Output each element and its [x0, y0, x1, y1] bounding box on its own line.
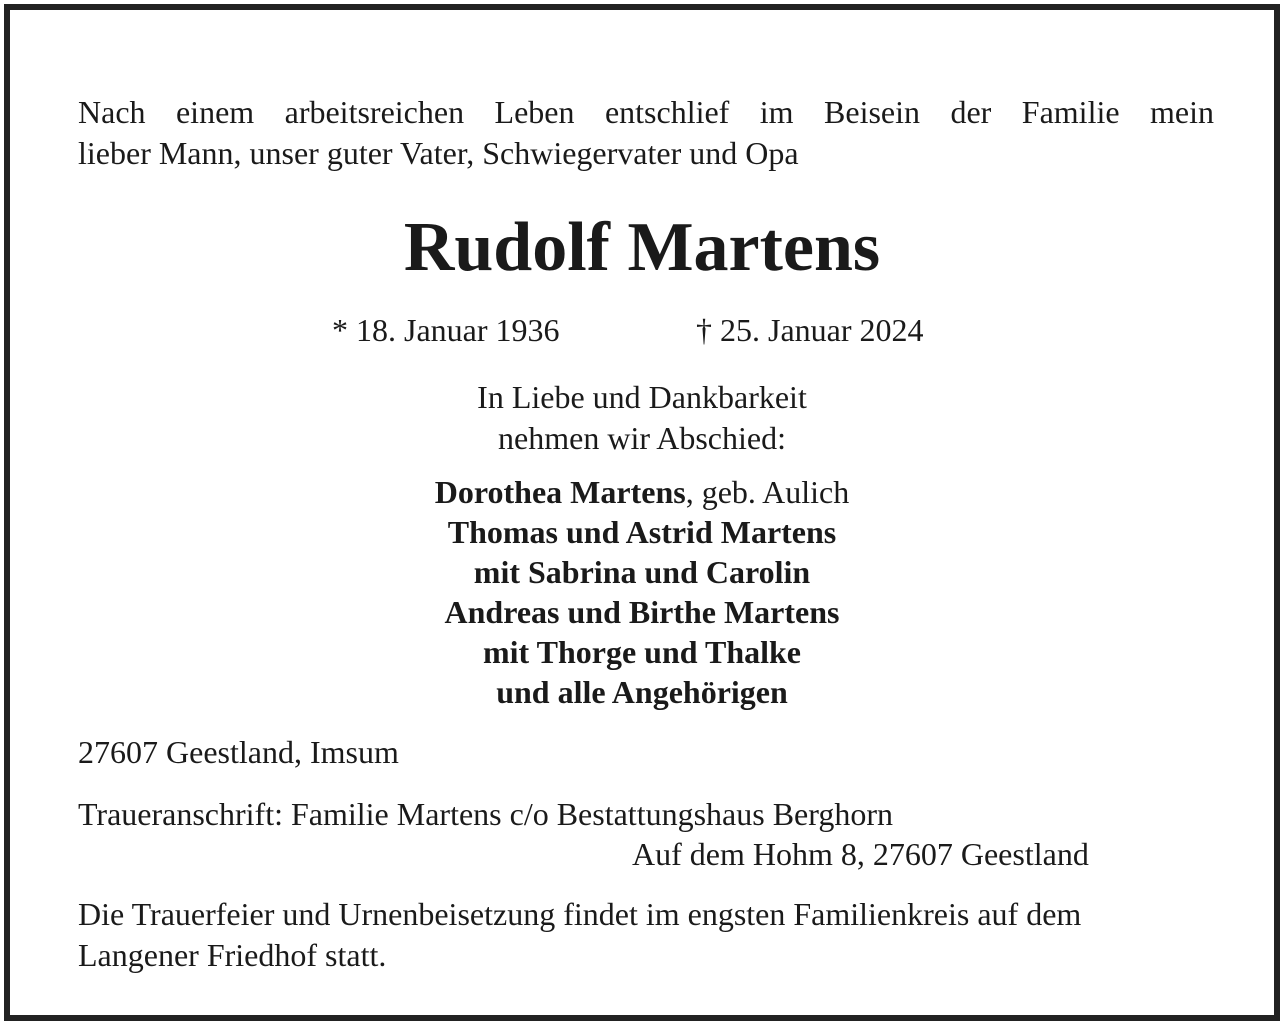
address-line-2: Auf dem Hohm 8, 27607 Geestland — [632, 836, 1089, 872]
mourner-line-2: Thomas und Astrid Martens — [447, 514, 837, 550]
intro-line-2: lieber Mann, unser guter Vater, Schwiegervater und Opa — [78, 135, 799, 171]
intro-paragraph — [78, 92, 1214, 174]
closing-line-2: Langener Friedhof statt. — [78, 937, 387, 973]
mourner-maiden-name: , geb. Aulich — [685, 474, 850, 510]
mourner-primary-name: Dorothea Martens — [434, 474, 686, 510]
deceased-name: Rudolf Martens — [403, 209, 881, 286]
farewell-line-1: In Liebe und Dankbarkeit — [477, 379, 807, 415]
intro-line-1: Nach einem arbeitsreichen Leben entschlief im Beisein der Familie mein — [78, 94, 1214, 130]
mourner-line-5: mit Thorge und Thalke — [482, 634, 801, 670]
obituary-notice — [4, 4, 1280, 1021]
mourner-line-1 — [10, 472, 1274, 512]
mourner-line-3: mit Sabrina und Carolin — [473, 554, 811, 590]
closing-paragraph — [78, 894, 1214, 976]
birth-date: * 18. Januar 1936 — [332, 312, 560, 348]
address-line-1: Traueranschrift: Familie Martens c/o Bestattungshaus Berghorn — [78, 796, 893, 832]
mourner-line-4: Andreas und Birthe Martens — [444, 594, 840, 630]
location: 27607 Geestland, Imsum — [78, 734, 399, 770]
farewell-line-2: nehmen wir Abschied: — [498, 420, 786, 456]
closing-line-1: Die Trauerfeier und Urnenbeisetzung findet im engsten Familienkreis auf dem — [78, 896, 1082, 932]
death-date: † 25. Januar 2024 — [696, 312, 924, 348]
mourner-line-6: und alle Angehörigen — [496, 674, 788, 710]
